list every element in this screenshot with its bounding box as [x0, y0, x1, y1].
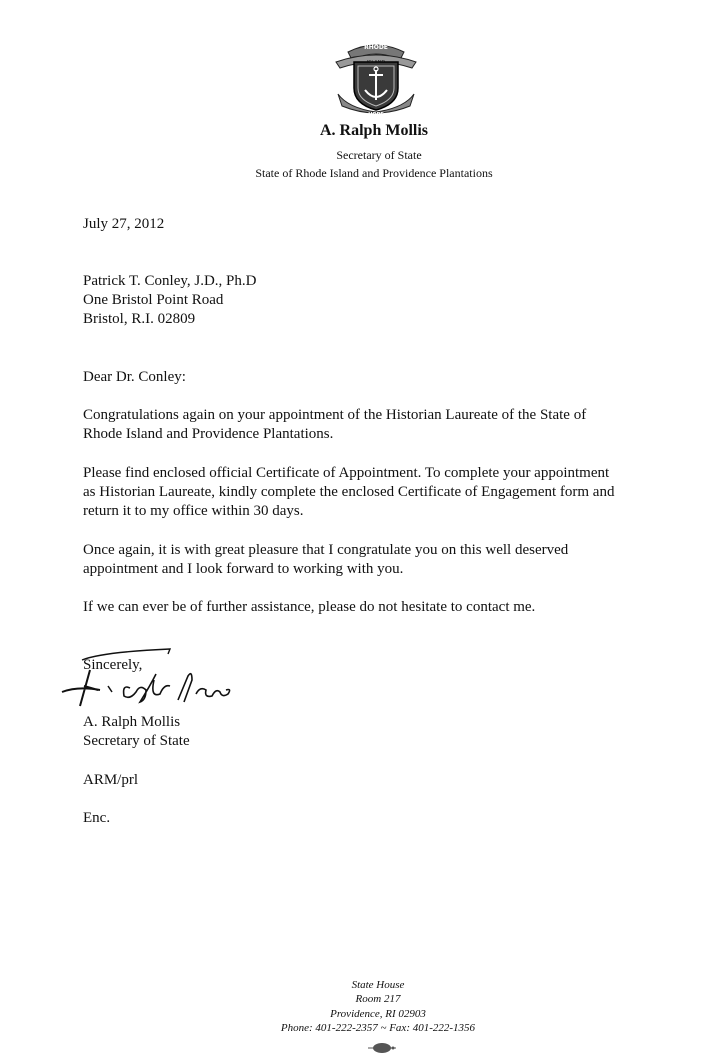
footer-room: Room 217: [355, 993, 401, 1005]
paragraph-2-line-3: return it to my office within 30 days.: [83, 503, 304, 519]
printer-union-logo: [368, 1042, 396, 1054]
recipient-city: Bristol, R.I. 02809: [83, 311, 196, 327]
footer-phone-fax: Phone: 401-222-2357 ~ Fax: 401-222-1356: [280, 1022, 476, 1034]
typist-initials: ARM/prl: [83, 772, 139, 788]
paragraph-1-line-2: Rhode Island and Providence Plantations.: [83, 426, 334, 442]
paragraph-3-line-2: appointment and I look forward to working with you.: [83, 561, 404, 577]
paragraph-3-line-1: Once again, it is with great pleasure that I congratulate you on this well deserved: [83, 542, 569, 558]
seal-top-text: RHODE: [364, 44, 388, 51]
paragraph-1-line-1: Congratulations again on your appointment of the Historian Laureate of the State of: [83, 407, 587, 423]
sender-title: Secretary of State: [336, 148, 422, 162]
salutation: Dear Dr. Conley:: [83, 369, 186, 385]
footer-city: Providence, RI 02903: [330, 1008, 426, 1020]
sender-name: A. Ralph Mollis: [319, 122, 428, 139]
seal-bottom-text: HOPE: [368, 112, 384, 118]
footer-building: State House: [351, 979, 405, 991]
recipient-name: Patrick T. Conley, J.D., Ph.D: [83, 273, 257, 289]
sender-state: State of Rhode Island and Providence Plantations: [255, 166, 493, 180]
paragraph-4: If we can ever be of further assistance, please do not hesitate to contact me.: [83, 599, 536, 615]
letter-date: July 27, 2012: [83, 216, 165, 232]
handwritten-signature: [60, 640, 240, 720]
paragraph-2-line-2: as Historian Laureate, kindly complete the enclosed Certificate of Engagement form and: [83, 484, 615, 500]
enclosure-note: Enc.: [83, 810, 111, 826]
signer-title: Secretary of State: [83, 733, 190, 749]
closing: Sincerely,: [83, 657, 143, 673]
recipient-street: One Bristol Point Road: [83, 292, 224, 308]
signer-name: A. Ralph Mollis: [83, 714, 181, 730]
state-seal-logo: [334, 38, 418, 120]
paragraph-2-line-1: Please find enclosed official Certificate of Appointment. To complete your appointment: [83, 465, 610, 481]
